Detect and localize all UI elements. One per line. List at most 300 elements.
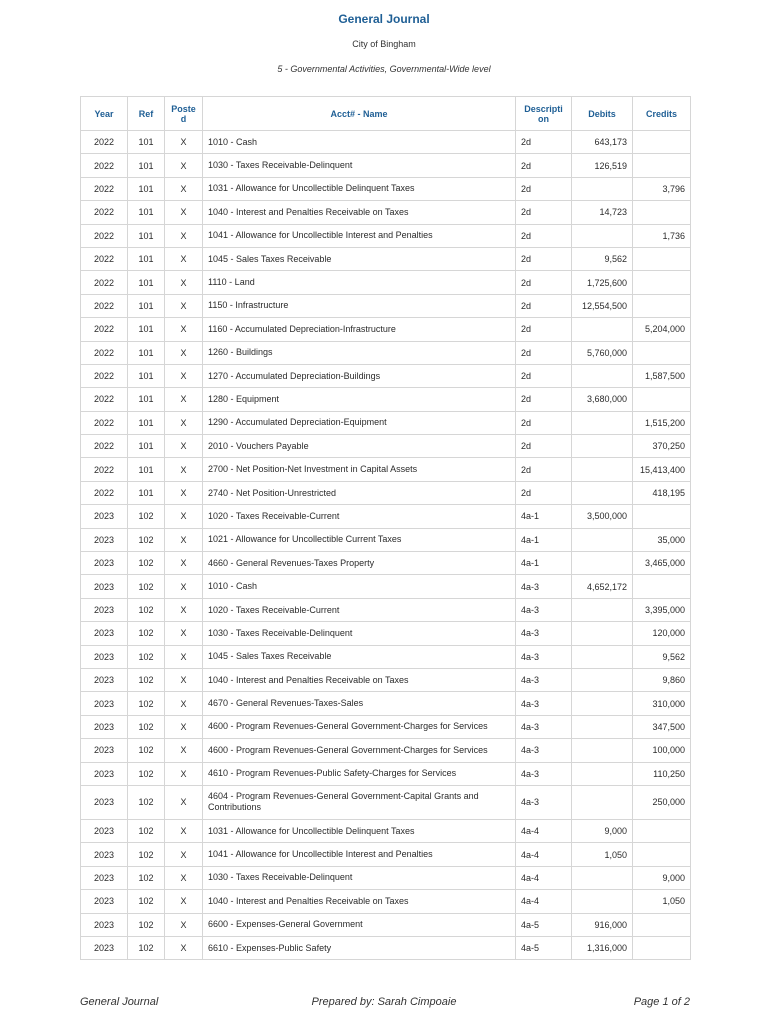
table-row: [81, 247, 691, 270]
cell-credit: 9,000: [633, 866, 691, 889]
cell-debit: 643,173: [572, 131, 633, 154]
cell-posted: X: [165, 341, 203, 364]
cell-acct-name: 1290 - Accumulated Depreciation-Equipment: [203, 411, 516, 434]
cell-posted: X: [165, 692, 203, 715]
cell-year: 2023: [81, 819, 128, 842]
cell-description: 4a-3: [516, 739, 572, 762]
cell-credit: 9,860: [633, 668, 691, 691]
cell-ref: 101: [128, 247, 165, 270]
col-header-posted: [165, 97, 203, 131]
cell-ref: 102: [128, 890, 165, 913]
cell-year: 2023: [81, 715, 128, 738]
cell-ref: 101: [128, 177, 165, 200]
cell-description: 4a-4: [516, 819, 572, 842]
cell-credit: 1,515,200: [633, 411, 691, 434]
cell-acct-name: 1160 - Accumulated Depreciation-Infrastructure: [203, 318, 516, 341]
cell-debit: [572, 692, 633, 715]
cell-description: 2d: [516, 131, 572, 154]
cell-year: 2023: [81, 668, 128, 691]
col-header-credits: Credits: [633, 97, 691, 131]
cell-debit: [572, 435, 633, 458]
cell-posted: X: [165, 785, 203, 819]
cell-acct-name: 1260 - Buildings: [203, 341, 516, 364]
cell-acct-name: 1040 - Interest and Penalties Receivable on Taxes: [203, 668, 516, 691]
cell-ref: 102: [128, 622, 165, 645]
cell-posted: X: [165, 890, 203, 913]
table-row: [81, 458, 691, 481]
table-row: [81, 739, 691, 762]
table-row: [81, 388, 691, 411]
cell-credit: [633, 131, 691, 154]
cell-debit: [572, 528, 633, 551]
cell-description: 2d: [516, 201, 572, 224]
cell-acct-name: 1040 - Interest and Penalties Receivable on Taxes: [203, 201, 516, 224]
cell-ref: 102: [128, 528, 165, 551]
cell-debit: 916,000: [572, 913, 633, 936]
cell-year: 2022: [81, 388, 128, 411]
cell-acct-name: 1030 - Taxes Receivable-Delinquent: [203, 866, 516, 889]
table-row: [81, 318, 691, 341]
cell-ref: 102: [128, 785, 165, 819]
col-header-description: [516, 97, 572, 131]
cell-ref: 102: [128, 913, 165, 936]
cell-debit: [572, 224, 633, 247]
cell-acct-name: 1020 - Taxes Receivable-Current: [203, 598, 516, 621]
col-header-ref: Ref: [128, 97, 165, 131]
cell-debit: 1,050: [572, 843, 633, 866]
cell-posted: X: [165, 224, 203, 247]
cell-ref: 102: [128, 552, 165, 575]
cell-debit: [572, 598, 633, 621]
cell-year: 2023: [81, 890, 128, 913]
cell-posted: X: [165, 247, 203, 270]
cell-ref: 101: [128, 224, 165, 247]
cell-year: 2023: [81, 762, 128, 785]
col-header-desc-line2: on: [538, 113, 549, 124]
cell-acct-name: 1041 - Allowance for Uncollectible Interest and Penalties: [203, 224, 516, 247]
cell-description: 2d: [516, 224, 572, 247]
table-row: [81, 692, 691, 715]
cell-posted: X: [165, 552, 203, 575]
cell-debit: 1,725,600: [572, 271, 633, 294]
cell-credit: [633, 843, 691, 866]
cell-acct-name: 2700 - Net Position-Net Investment in Capital Assets: [203, 458, 516, 481]
cell-posted: X: [165, 598, 203, 621]
cell-credit: 5,204,000: [633, 318, 691, 341]
cell-year: 2022: [81, 481, 128, 504]
table-header-row: [81, 97, 691, 131]
cell-posted: X: [165, 819, 203, 842]
cell-debit: [572, 458, 633, 481]
cell-description: 4a-3: [516, 715, 572, 738]
cell-posted: X: [165, 271, 203, 294]
cell-acct-name: 4670 - General Revenues-Taxes-Sales: [203, 692, 516, 715]
cell-acct-name: 1270 - Accumulated Depreciation-Buildings: [203, 364, 516, 387]
cell-description: 4a-4: [516, 890, 572, 913]
table-row: [81, 154, 691, 177]
table-row: [81, 341, 691, 364]
cell-credit: 110,250: [633, 762, 691, 785]
cell-debit: [572, 411, 633, 434]
cell-acct-name: 1280 - Equipment: [203, 388, 516, 411]
cell-posted: X: [165, 458, 203, 481]
col-header-desc-line1: Descripti: [524, 103, 563, 114]
cell-posted: X: [165, 739, 203, 762]
cell-debit: 126,519: [572, 154, 633, 177]
cell-debit: [572, 785, 633, 819]
cell-ref: 102: [128, 936, 165, 959]
cell-debit: [572, 739, 633, 762]
table-row: [81, 481, 691, 504]
cell-ref: 102: [128, 598, 165, 621]
cell-debit: 4,652,172: [572, 575, 633, 598]
cell-debit: 9,562: [572, 247, 633, 270]
cell-posted: X: [165, 481, 203, 504]
cell-description: 2d: [516, 247, 572, 270]
footer-left: General Journal: [80, 996, 159, 1008]
cell-posted: X: [165, 762, 203, 785]
table-row: [81, 936, 691, 959]
cell-ref: 101: [128, 131, 165, 154]
cell-debit: 3,680,000: [572, 388, 633, 411]
cell-credit: [633, 294, 691, 317]
cell-description: 2d: [516, 458, 572, 481]
cell-acct-name: 1040 - Interest and Penalties Receivable on Taxes: [203, 890, 516, 913]
cell-description: 4a-1: [516, 505, 572, 528]
cell-description: 2d: [516, 411, 572, 434]
cell-posted: X: [165, 866, 203, 889]
cell-debit: 1,316,000: [572, 936, 633, 959]
journal-table: [80, 96, 691, 960]
cell-credit: 3,465,000: [633, 552, 691, 575]
table-row: [81, 177, 691, 200]
cell-acct-name: 6600 - Expenses-General Government: [203, 913, 516, 936]
table-row: [81, 411, 691, 434]
table-row: [81, 819, 691, 842]
cell-ref: 102: [128, 819, 165, 842]
cell-ref: 101: [128, 271, 165, 294]
cell-acct-name: 1030 - Taxes Receivable-Delinquent: [203, 622, 516, 645]
cell-description: 4a-3: [516, 785, 572, 819]
cell-credit: 1,050: [633, 890, 691, 913]
table-row: [81, 435, 691, 458]
cell-posted: X: [165, 913, 203, 936]
cell-description: 4a-3: [516, 762, 572, 785]
cell-debit: [572, 622, 633, 645]
cell-acct-name: 4610 - Program Revenues-Public Safety-Charges for Services: [203, 762, 516, 785]
cell-year: 2023: [81, 552, 128, 575]
cell-year: 2022: [81, 341, 128, 364]
cell-description: 2d: [516, 154, 572, 177]
cell-posted: X: [165, 645, 203, 668]
cell-description: 2d: [516, 364, 572, 387]
table-row: [81, 785, 691, 819]
cell-acct-name: 1110 - Land: [203, 271, 516, 294]
cell-acct-name: 1150 - Infrastructure: [203, 294, 516, 317]
table-row: [81, 364, 691, 387]
cell-posted: X: [165, 154, 203, 177]
cell-acct-name: 2010 - Vouchers Payable: [203, 435, 516, 458]
cell-description: 2d: [516, 271, 572, 294]
table-row: [81, 890, 691, 913]
cell-acct-name: 1031 - Allowance for Uncollectible Delinquent Taxes: [203, 819, 516, 842]
cell-acct-name: 4600 - Program Revenues-General Government-Charges for Services: [203, 715, 516, 738]
cell-ref: 102: [128, 843, 165, 866]
footer-page-number: Page 1 of 2: [633, 996, 690, 1008]
cell-credit: 1,736: [633, 224, 691, 247]
cell-description: 2d: [516, 177, 572, 200]
cell-debit: [572, 668, 633, 691]
cell-ref: 101: [128, 435, 165, 458]
cell-posted: X: [165, 364, 203, 387]
cell-credit: 347,500: [633, 715, 691, 738]
cell-credit: 120,000: [633, 622, 691, 645]
cell-credit: 3,796: [633, 177, 691, 200]
cell-posted: X: [165, 131, 203, 154]
cell-debit: [572, 762, 633, 785]
cell-ref: 102: [128, 866, 165, 889]
cell-debit: [572, 364, 633, 387]
cell-description: 4a-4: [516, 843, 572, 866]
cell-acct-name: 1021 - Allowance for Uncollectible Current Taxes: [203, 528, 516, 551]
cell-debit: [572, 481, 633, 504]
cell-description: 4a-3: [516, 598, 572, 621]
cell-ref: 101: [128, 341, 165, 364]
cell-ref: 102: [128, 645, 165, 668]
cell-ref: 101: [128, 154, 165, 177]
cell-year: 2023: [81, 692, 128, 715]
cell-description: 4a-3: [516, 575, 572, 598]
table-row: [81, 131, 691, 154]
cell-description: 2d: [516, 435, 572, 458]
cell-ref: 101: [128, 458, 165, 481]
cell-credit: [633, 913, 691, 936]
table-row: [81, 294, 691, 317]
cell-posted: X: [165, 388, 203, 411]
col-header-debits: Debits: [572, 97, 633, 131]
cell-description: 2d: [516, 388, 572, 411]
table-row: [81, 668, 691, 691]
table-row: [81, 645, 691, 668]
cell-posted: X: [165, 505, 203, 528]
cell-credit: [633, 819, 691, 842]
cell-debit: [572, 177, 633, 200]
cell-debit: 5,760,000: [572, 341, 633, 364]
cell-posted: X: [165, 528, 203, 551]
cell-year: 2022: [81, 294, 128, 317]
table-row: [81, 762, 691, 785]
cell-year: 2022: [81, 435, 128, 458]
cell-ref: 102: [128, 739, 165, 762]
cell-description: 4a-4: [516, 866, 572, 889]
cell-posted: X: [165, 936, 203, 959]
cell-acct-name: 1045 - Sales Taxes Receivable: [203, 247, 516, 270]
cell-posted: X: [165, 177, 203, 200]
col-header-posted-line2: d: [180, 113, 187, 124]
cell-ref: 101: [128, 481, 165, 504]
cell-ref: 101: [128, 294, 165, 317]
cell-debit: [572, 890, 633, 913]
cell-ref: 102: [128, 668, 165, 691]
cell-credit: 9,562: [633, 645, 691, 668]
cell-acct-name: 1045 - Sales Taxes Receivable: [203, 645, 516, 668]
cell-acct-name: 1010 - Cash: [203, 131, 516, 154]
col-header-posted-line1: Poste: [171, 103, 196, 114]
cell-year: 2022: [81, 154, 128, 177]
cell-year: 2022: [81, 224, 128, 247]
cell-year: 2023: [81, 739, 128, 762]
cell-credit: [633, 575, 691, 598]
table-row: [81, 552, 691, 575]
cell-posted: X: [165, 201, 203, 224]
cell-posted: X: [165, 668, 203, 691]
table-row: [81, 224, 691, 247]
cell-credit: 100,000: [633, 739, 691, 762]
cell-debit: 14,723: [572, 201, 633, 224]
cell-debit: 9,000: [572, 819, 633, 842]
table-row: [81, 505, 691, 528]
cell-acct-name: 1031 - Allowance for Uncollectible Delinquent Taxes: [203, 177, 516, 200]
cell-description: 4a-3: [516, 668, 572, 691]
cell-year: 2022: [81, 247, 128, 270]
cell-acct-name: 1030 - Taxes Receivable-Delinquent: [203, 154, 516, 177]
cell-ref: 102: [128, 715, 165, 738]
table-row: [81, 622, 691, 645]
cell-year: 2023: [81, 598, 128, 621]
cell-ref: 101: [128, 364, 165, 387]
cell-year: 2022: [81, 318, 128, 341]
cell-description: 4a-1: [516, 528, 572, 551]
cell-debit: [572, 552, 633, 575]
cell-year: 2023: [81, 505, 128, 528]
cell-credit: 370,250: [633, 435, 691, 458]
section-title: 5 - Governmental Activities, Governmental-Wide level: [277, 64, 491, 74]
cell-description: 2d: [516, 294, 572, 317]
page-title: General Journal: [338, 12, 430, 26]
cell-debit: [572, 866, 633, 889]
cell-posted: X: [165, 575, 203, 598]
cell-ref: 102: [128, 575, 165, 598]
table-row: [81, 201, 691, 224]
cell-description: 2d: [516, 341, 572, 364]
cell-debit: 3,500,000: [572, 505, 633, 528]
cell-ref: 101: [128, 388, 165, 411]
cell-debit: [572, 645, 633, 668]
cell-credit: [633, 201, 691, 224]
cell-posted: X: [165, 715, 203, 738]
cell-posted: X: [165, 411, 203, 434]
cell-ref: 102: [128, 692, 165, 715]
cell-credit: 35,000: [633, 528, 691, 551]
table-row: [81, 913, 691, 936]
cell-posted: X: [165, 843, 203, 866]
cell-ref: 101: [128, 318, 165, 341]
cell-credit: 3,395,000: [633, 598, 691, 621]
cell-posted: X: [165, 318, 203, 341]
cell-year: 2023: [81, 936, 128, 959]
cell-year: 2023: [81, 645, 128, 668]
cell-credit: 250,000: [633, 785, 691, 819]
cell-debit: 12,554,500: [572, 294, 633, 317]
cell-year: 2023: [81, 622, 128, 645]
cell-ref: 102: [128, 505, 165, 528]
cell-acct-name: 4660 - General Revenues-Taxes Property: [203, 552, 516, 575]
table-row: [81, 866, 691, 889]
cell-ref: 101: [128, 411, 165, 434]
cell-posted: X: [165, 435, 203, 458]
cell-year: 2023: [81, 843, 128, 866]
cell-acct-name: 1010 - Cash: [203, 575, 516, 598]
cell-year: 2022: [81, 271, 128, 294]
journal-body: [81, 131, 691, 960]
cell-description: 2d: [516, 481, 572, 504]
table-row: [81, 271, 691, 294]
cell-year: 2022: [81, 411, 128, 434]
cell-acct-name: 1041 - Allowance for Uncollectible Interest and Penalties: [203, 843, 516, 866]
cell-acct-name: 4600 - Program Revenues-General Government-Charges for Services: [203, 739, 516, 762]
cell-credit: 310,000: [633, 692, 691, 715]
cell-credit: 1,587,500: [633, 364, 691, 387]
table-row: [81, 598, 691, 621]
table-row: [81, 528, 691, 551]
cell-credit: 15,413,400: [633, 458, 691, 481]
table-row: [81, 843, 691, 866]
cell-debit: [572, 715, 633, 738]
cell-year: 2022: [81, 364, 128, 387]
cell-year: 2022: [81, 201, 128, 224]
footer-prepared-by: Prepared by: Sarah Cimpoaie: [311, 996, 457, 1008]
col-header-acct: Acct# - Name: [203, 97, 516, 131]
cell-description: 4a-1: [516, 552, 572, 575]
cell-year: 2022: [81, 177, 128, 200]
cell-year: 2022: [81, 458, 128, 481]
cell-description: 4a-3: [516, 692, 572, 715]
cell-credit: [633, 247, 691, 270]
cell-description: 4a-5: [516, 913, 572, 936]
cell-description: 4a-3: [516, 622, 572, 645]
col-header-year: Year: [81, 97, 128, 131]
cell-credit: [633, 388, 691, 411]
cell-credit: 418,195: [633, 481, 691, 504]
cell-year: 2023: [81, 785, 128, 819]
cell-credit: [633, 936, 691, 959]
cell-description: 2d: [516, 318, 572, 341]
cell-year: 2023: [81, 528, 128, 551]
cell-acct-name: 1020 - Taxes Receivable-Current: [203, 505, 516, 528]
cell-posted: X: [165, 294, 203, 317]
cell-credit: [633, 505, 691, 528]
entity-name: City of Bingham: [352, 39, 416, 49]
cell-credit: [633, 341, 691, 364]
table-row: [81, 575, 691, 598]
cell-ref: 102: [128, 762, 165, 785]
cell-year: 2023: [81, 866, 128, 889]
cell-description: 4a-5: [516, 936, 572, 959]
cell-ref: 101: [128, 201, 165, 224]
cell-year: 2023: [81, 913, 128, 936]
table-row: [81, 715, 691, 738]
cell-posted: X: [165, 622, 203, 645]
cell-acct-name: 4604 - Program Revenues-General Government-Capital Grants and Contributions: [203, 785, 516, 819]
cell-debit: [572, 318, 633, 341]
cell-acct-name: 6610 - Expenses-Public Safety: [203, 936, 516, 959]
cell-year: 2023: [81, 575, 128, 598]
cell-year: 2022: [81, 131, 128, 154]
cell-description: 4a-3: [516, 645, 572, 668]
cell-acct-name: 2740 - Net Position-Unrestricted: [203, 481, 516, 504]
cell-credit: [633, 154, 691, 177]
cell-credit: [633, 271, 691, 294]
